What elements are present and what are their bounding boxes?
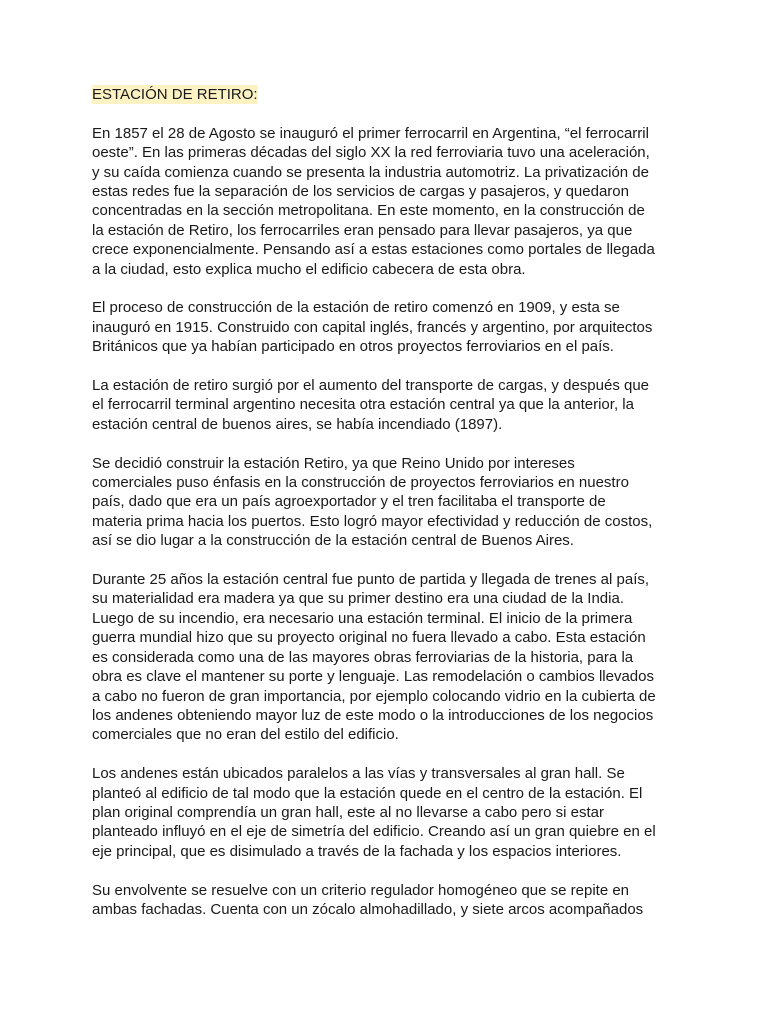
paragraph bbox=[92, 764, 682, 861]
text-line: estación central de buenos aires, se había incendiado (1897). bbox=[92, 415, 503, 433]
text-line: los andenes obteniendo mayor luz de este modo o la introducciones de los negocios bbox=[92, 706, 654, 724]
text-line: El proceso de construcción de la estación de retiro comenzó en 1909, y esta se bbox=[92, 299, 620, 317]
text-line: oeste”. En las primeras décadas del siglo XX la red ferroviaria tuvo una aceleración, bbox=[92, 144, 650, 162]
text-line: eje principal, que es disimulado a través de la fachada y los espacios interiores. bbox=[92, 842, 622, 860]
text-line: Durante 25 años la estación central fue punto de partida y llegada de trenes al país, bbox=[92, 571, 650, 589]
paragraph bbox=[92, 376, 682, 434]
text-line: La estación de retiro surgió por el aumento del transporte de cargas, y después que bbox=[92, 377, 650, 395]
text-line: su materialidad era madera ya que su primer destino era una ciudad de la India. bbox=[92, 590, 624, 608]
text-line: guerra mundial hizo que su proyecto original no fuera llevado a cabo. Esta estación bbox=[92, 629, 646, 647]
text-line: materia prima hacia los puertos. Esto logró mayor efectividad y reducción de costos, bbox=[92, 512, 653, 530]
paragraph bbox=[92, 570, 682, 745]
text-line: concentradas en la sección metropolitana. En este momento, en la construcción de bbox=[92, 202, 645, 220]
text-line: En 1857 el 28 de Agosto se inauguró el primer ferrocarril en Argentina, “el ferrocarril bbox=[92, 124, 649, 142]
document-body bbox=[92, 124, 682, 920]
paragraph bbox=[92, 298, 682, 356]
text-line: y su caída comienza cuando se presenta la industria automotriz. La privatización de bbox=[92, 163, 649, 181]
text-line: inauguró en 1915. Construido con capital inglés, francés y argentino, por arquitectos bbox=[92, 318, 653, 336]
paragraph bbox=[92, 124, 682, 279]
text-line: plan original comprendía un gran hall, este al no llevarse a cabo pero si estar bbox=[92, 803, 604, 821]
text-line: así se dio lugar a la construcción de la estación central de Buenos Aires. bbox=[92, 532, 574, 550]
text-line: planteó al edificio de tal modo que la estación quede en el centro de la estación. El bbox=[92, 784, 643, 802]
text-line: estas redes fue la separación de los servicios de cargas y pasajeros, y quedaron bbox=[92, 183, 629, 201]
text-line: a cabo no fueron de gran importancia, por ejemplo colocando vidrio en la cubierta de bbox=[92, 687, 656, 705]
text-line: Los andenes están ubicados paralelos a las vías y transversales al gran hall. Se bbox=[92, 765, 625, 783]
text-line: Británicos que ya habían participado en otros proyectos ferroviarios en el país. bbox=[92, 338, 614, 356]
text-line: ambas fachadas. Cuenta con un zócalo almohadillado, y siete arcos acompañados bbox=[92, 900, 644, 918]
text-line: país, dado que era un país agroexportador y el tren facilitaba el transporte de bbox=[92, 493, 606, 511]
text-line: Se decidió construir la estación Retiro, ya que Reino Unido por intereses bbox=[92, 454, 575, 472]
document-title: ESTACIÓN DE RETIRO: bbox=[92, 86, 258, 103]
text-line: el ferrocarril terminal argentino necesita otra estación central ya que la anterior, la bbox=[92, 396, 634, 414]
text-line: planteado influyó en el eje de simetría del edificio. Creando así un gran quiebre en el bbox=[92, 823, 656, 841]
text-line: a la ciudad, esto explica mucho el edificio cabecera de esta obra. bbox=[92, 260, 526, 278]
paragraph bbox=[92, 454, 682, 551]
document-page bbox=[92, 85, 682, 939]
text-line: crece exponencialmente. Pensando así a estas estaciones como portales de llegada bbox=[92, 241, 655, 259]
text-line: la estación de Retiro, los ferrocarriles eran pensado para llevar pasajeros, ya que bbox=[92, 221, 633, 239]
text-line: comerciales que no eran del estilo del edificio. bbox=[92, 726, 399, 744]
text-line: es considerada como una de las mayores obras ferroviarias de la historia, para la bbox=[92, 648, 634, 666]
text-line: Su envolvente se resuelve con un criterio regulador homogéneo que se repite en bbox=[92, 881, 630, 899]
text-line: comerciales puso énfasis en la construcción de proyectos ferroviarios en nuestro bbox=[92, 474, 629, 492]
text-line: Luego de su incendio, era necesario una estación terminal. El inicio de la primera bbox=[92, 609, 633, 627]
paragraph bbox=[92, 881, 682, 920]
text-line: obra es clave el mantener su porte y lenguaje. Las remodelación o cambios llevados bbox=[92, 668, 654, 686]
